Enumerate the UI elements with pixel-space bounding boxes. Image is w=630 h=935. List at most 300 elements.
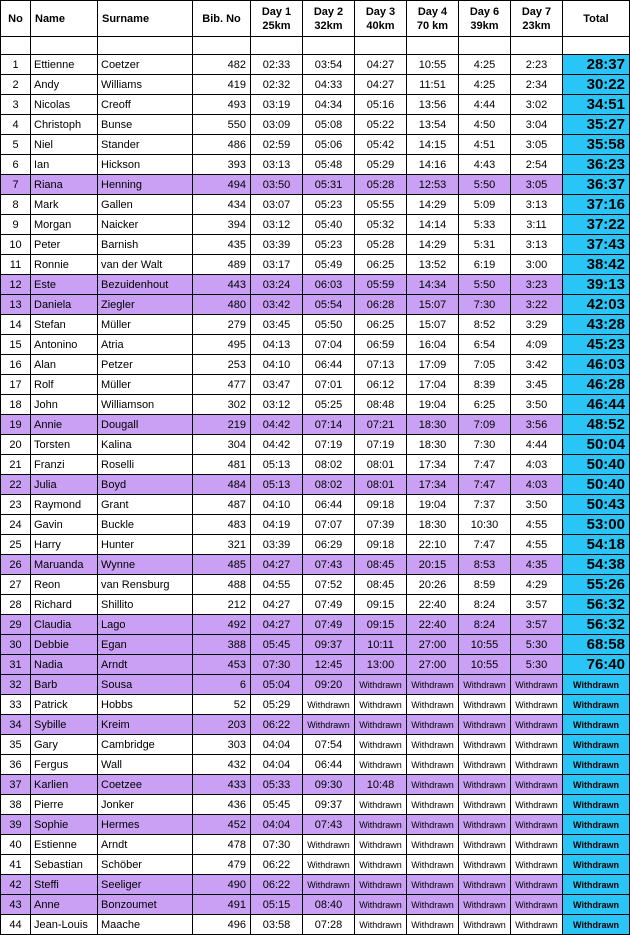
cell-surname: Maache (98, 915, 193, 935)
cell-day4: 17:04 (407, 375, 459, 395)
cell-day1: 03:12 (251, 395, 303, 415)
cell-day3: Withdrawn (355, 695, 407, 715)
cell-no: 3 (1, 95, 31, 115)
cell-no: 16 (1, 355, 31, 375)
cell-no: 44 (1, 915, 31, 935)
table-row (1, 875, 630, 895)
cell-day6: Withdrawn (459, 915, 511, 935)
col-header-total: Total (563, 1, 630, 37)
cell-day4: 19:04 (407, 495, 459, 515)
cell-day3: 13:00 (355, 655, 407, 675)
cell-bib: 486 (193, 135, 251, 155)
cell-day2: 07:01 (303, 375, 355, 395)
day-label: Day 3 (365, 5, 396, 18)
cell-no: 33 (1, 695, 31, 715)
cell-day3: 05:59 (355, 275, 407, 295)
cell-day2: 05:40 (303, 215, 355, 235)
cell-no: 29 (1, 615, 31, 635)
cell-bib: 483 (193, 515, 251, 535)
cell-total: 36:37 (563, 175, 630, 195)
cell-surname: Sousa (98, 675, 193, 695)
cell-day4: 27:00 (407, 655, 459, 675)
cell-name: Franzi (31, 455, 98, 475)
cell-bib: 394 (193, 215, 251, 235)
cell-no: 38 (1, 795, 31, 815)
cell-bib: 304 (193, 435, 251, 455)
cell-total: Withdrawn (563, 715, 630, 735)
cell-day4: Withdrawn (407, 775, 459, 795)
cell-bib: 480 (193, 295, 251, 315)
cell-bib: 487 (193, 495, 251, 515)
cell-day2: 05:06 (303, 135, 355, 155)
cell-name: Antonino (31, 335, 98, 355)
cell-day7: 3:50 (511, 395, 563, 415)
cell-day3: 10:11 (355, 635, 407, 655)
cell-day7: Withdrawn (511, 915, 563, 935)
cell-day2: Withdrawn (303, 875, 355, 895)
table-row (1, 615, 630, 635)
cell-day3: Withdrawn (355, 835, 407, 855)
cell-day2: 09:20 (303, 675, 355, 695)
table-row (1, 155, 630, 175)
cell-day2: 07:43 (303, 815, 355, 835)
cell-day6: Withdrawn (459, 695, 511, 715)
cell-day7: 4:29 (511, 575, 563, 595)
cell-day6: 7:09 (459, 415, 511, 435)
cell-bib: 435 (193, 235, 251, 255)
cell-day6: 4:51 (459, 135, 511, 155)
cell-day3: Withdrawn (355, 895, 407, 915)
cell-day6: Withdrawn (459, 795, 511, 815)
cell-day6: 8:24 (459, 615, 511, 635)
cell-day4: 14:15 (407, 135, 459, 155)
cell-day1: 05:29 (251, 695, 303, 715)
cell-day3: 10:48 (355, 775, 407, 795)
cell-day2: 07:52 (303, 575, 355, 595)
cell-day2: 05:23 (303, 235, 355, 255)
cell-day1: 03:12 (251, 215, 303, 235)
table-row (1, 175, 630, 195)
cell-name: Fergus (31, 755, 98, 775)
cell-total: Withdrawn (563, 755, 630, 775)
cell-total: Withdrawn (563, 915, 630, 935)
cell-day3: 06:25 (355, 315, 407, 335)
cell-day7: 3:02 (511, 95, 563, 115)
cell-no: 8 (1, 195, 31, 215)
cell-no: 26 (1, 555, 31, 575)
cell-day1: 03:24 (251, 275, 303, 295)
cell-day1: 02:32 (251, 75, 303, 95)
cell-day1: 03:19 (251, 95, 303, 115)
cell-day1: 06:22 (251, 875, 303, 895)
col-header-surname: Surname (98, 1, 193, 37)
cell-name: Sophie (31, 815, 98, 835)
cell-no: 5 (1, 135, 31, 155)
cell-day3: 07:39 (355, 515, 407, 535)
cell-day1: 03:09 (251, 115, 303, 135)
table-row (1, 515, 630, 535)
cell-total: Withdrawn (563, 895, 630, 915)
cell-day4: 20:26 (407, 575, 459, 595)
cell-day6: Withdrawn (459, 775, 511, 795)
table-row (1, 435, 630, 455)
cell-surname: Creoff (98, 95, 193, 115)
col-header-name: Name (31, 1, 98, 37)
cell-surname: van der Walt (98, 255, 193, 275)
cell-day7: 3:05 (511, 175, 563, 195)
cell-surname: Stander (98, 135, 193, 155)
cell-total: 39:13 (563, 275, 630, 295)
cell-day6: 10:55 (459, 635, 511, 655)
cell-name: Este (31, 275, 98, 295)
table-row (1, 295, 630, 315)
cell-day3: 07:13 (355, 355, 407, 375)
cell-total: Withdrawn (563, 815, 630, 835)
table-row (1, 235, 630, 255)
cell-surname: Bunse (98, 115, 193, 135)
cell-total: 56:32 (563, 595, 630, 615)
cell-day6: 4:25 (459, 75, 511, 95)
cell-day1: 05:13 (251, 455, 303, 475)
cell-no: 39 (1, 815, 31, 835)
cell-no: 23 (1, 495, 31, 515)
cell-day4: 12:53 (407, 175, 459, 195)
cell-name: Mark (31, 195, 98, 215)
cell-day2: 07:14 (303, 415, 355, 435)
cell-name: Riana (31, 175, 98, 195)
cell-no: 43 (1, 895, 31, 915)
cell-day2: Withdrawn (303, 715, 355, 735)
cell-day7: 3:13 (511, 195, 563, 215)
cell-surname: Roselli (98, 455, 193, 475)
cell-day2: 05:08 (303, 115, 355, 135)
cell-no: 35 (1, 735, 31, 755)
table-row (1, 675, 630, 695)
cell-day3: Withdrawn (355, 915, 407, 935)
cell-day1: 06:22 (251, 855, 303, 875)
cell-day6: 6:19 (459, 255, 511, 275)
cell-day2: 07:49 (303, 595, 355, 615)
cell-day1: 03:39 (251, 235, 303, 255)
cell-name: John (31, 395, 98, 415)
cell-day4: 13:52 (407, 255, 459, 275)
cell-day4: 14:29 (407, 195, 459, 215)
cell-no: 21 (1, 455, 31, 475)
cell-name: Christoph (31, 115, 98, 135)
cell-day4: 13:56 (407, 95, 459, 115)
cell-surname: Cambridge (98, 735, 193, 755)
cell-day4: 17:34 (407, 455, 459, 475)
cell-no: 12 (1, 275, 31, 295)
cell-bib: 494 (193, 175, 251, 195)
cell-day2: 05:25 (303, 395, 355, 415)
cell-day6: Withdrawn (459, 875, 511, 895)
table-row (1, 755, 630, 775)
cell-day3: Withdrawn (355, 855, 407, 875)
cell-no: 25 (1, 535, 31, 555)
cell-day3: 05:32 (355, 215, 407, 235)
cell-day6: 7:30 (459, 295, 511, 315)
cell-day3: 04:27 (355, 55, 407, 75)
cell-no: 30 (1, 635, 31, 655)
cell-day6: 4:50 (459, 115, 511, 135)
cell-total: 46:44 (563, 395, 630, 415)
cell-bib: 550 (193, 115, 251, 135)
cell-no: 40 (1, 835, 31, 855)
cell-day2: 09:30 (303, 775, 355, 795)
cell-bib: 477 (193, 375, 251, 395)
cell-surname: Boyd (98, 475, 193, 495)
table-row (1, 575, 630, 595)
cell-day6: 6:54 (459, 335, 511, 355)
cell-name: Richard (31, 595, 98, 615)
cell-name: Torsten (31, 435, 98, 455)
table-row (1, 735, 630, 755)
cell-day2: 08:02 (303, 455, 355, 475)
cell-surname: Ziegler (98, 295, 193, 315)
cell-day2: 06:44 (303, 755, 355, 775)
cell-day3: 05:16 (355, 95, 407, 115)
cell-day1: 04:04 (251, 755, 303, 775)
cell-name: Daniela (31, 295, 98, 315)
cell-surname: Hunter (98, 535, 193, 555)
cell-day1: 07:30 (251, 655, 303, 675)
cell-name: Gavin (31, 515, 98, 535)
cell-day3: 05:28 (355, 235, 407, 255)
cell-no: 14 (1, 315, 31, 335)
cell-bib: 484 (193, 475, 251, 495)
cell-day3: 08:48 (355, 395, 407, 415)
cell-surname: Bezuidenhout (98, 275, 193, 295)
cell-no: 6 (1, 155, 31, 175)
cell-day6: 4:25 (459, 55, 511, 75)
cell-day4: 18:30 (407, 415, 459, 435)
cell-total: 35:27 (563, 115, 630, 135)
table-row (1, 355, 630, 375)
cell-no: 2 (1, 75, 31, 95)
cell-bib: 489 (193, 255, 251, 275)
cell-day4: Withdrawn (407, 915, 459, 935)
table-row (1, 135, 630, 155)
cell-bib: 6 (193, 675, 251, 695)
cell-day7: 4:44 (511, 435, 563, 455)
cell-no: 20 (1, 435, 31, 455)
cell-day3: 05:55 (355, 195, 407, 215)
cell-day1: 05:45 (251, 795, 303, 815)
cell-day4: 22:10 (407, 535, 459, 555)
cell-total: Withdrawn (563, 855, 630, 875)
cell-day1: 05:15 (251, 895, 303, 915)
cell-day2: 06:03 (303, 275, 355, 295)
cell-day3: 08:01 (355, 455, 407, 475)
table-row (1, 395, 630, 415)
cell-name: Maruanda (31, 555, 98, 575)
cell-no: 37 (1, 775, 31, 795)
cell-no: 7 (1, 175, 31, 195)
cell-day7: Withdrawn (511, 715, 563, 735)
cell-day1: 03:45 (251, 315, 303, 335)
cell-day4: 14:16 (407, 155, 459, 175)
cell-total: 28:37 (563, 55, 630, 75)
cell-no: 32 (1, 675, 31, 695)
cell-bib: 496 (193, 915, 251, 935)
table-row (1, 215, 630, 235)
cell-day3: 06:12 (355, 375, 407, 395)
cell-day2: 07:19 (303, 435, 355, 455)
cell-total: 35:58 (563, 135, 630, 155)
cell-day1: 03:47 (251, 375, 303, 395)
cell-day4: 19:04 (407, 395, 459, 415)
cell-day1: 03:07 (251, 195, 303, 215)
table-row (1, 255, 630, 275)
cell-name: Julia (31, 475, 98, 495)
cell-no: 34 (1, 715, 31, 735)
cell-day7: 2:54 (511, 155, 563, 175)
cell-day4: 10:55 (407, 55, 459, 75)
cell-day4: Withdrawn (407, 795, 459, 815)
cell-day3: 08:45 (355, 555, 407, 575)
cell-day7: 5:30 (511, 655, 563, 675)
cell-day3: 09:18 (355, 495, 407, 515)
cell-day1: 04:10 (251, 495, 303, 515)
cell-total: 50:43 (563, 495, 630, 515)
cell-day1: 04:42 (251, 435, 303, 455)
cell-day6: 7:37 (459, 495, 511, 515)
cell-day4: Withdrawn (407, 715, 459, 735)
cell-day4: 14:14 (407, 215, 459, 235)
cell-day4: 15:07 (407, 295, 459, 315)
cell-surname: Bonzoumet (98, 895, 193, 915)
cell-day2: 07:43 (303, 555, 355, 575)
cell-day1: 04:19 (251, 515, 303, 535)
cell-day1: 06:22 (251, 715, 303, 735)
cell-day2: Withdrawn (303, 695, 355, 715)
cell-day3: 06:28 (355, 295, 407, 315)
cell-no: 28 (1, 595, 31, 615)
cell-day2: 04:33 (303, 75, 355, 95)
cell-surname: Barnish (98, 235, 193, 255)
cell-bib: 443 (193, 275, 251, 295)
cell-day3: 09:18 (355, 535, 407, 555)
cell-name: Debbie (31, 635, 98, 655)
cell-day2: 04:34 (303, 95, 355, 115)
cell-day2: 07:49 (303, 615, 355, 635)
col-header-day2 (303, 1, 355, 37)
cell-day2: 06:44 (303, 355, 355, 375)
cell-day6: 7:05 (459, 355, 511, 375)
table-row (1, 715, 630, 735)
table-row (1, 815, 630, 835)
cell-day6: 5:09 (459, 195, 511, 215)
cell-day2: 05:48 (303, 155, 355, 175)
cell-day4: Withdrawn (407, 895, 459, 915)
table-row (1, 275, 630, 295)
cell-day7: Withdrawn (511, 775, 563, 795)
cell-name: Anne (31, 895, 98, 915)
cell-name: Jean-Louis (31, 915, 98, 935)
cell-total: 48:52 (563, 415, 630, 435)
cell-day7: Withdrawn (511, 895, 563, 915)
cell-name: Stefan (31, 315, 98, 335)
cell-day3: 06:25 (355, 255, 407, 275)
table-row (1, 195, 630, 215)
cell-no: 11 (1, 255, 31, 275)
cell-total: 42:03 (563, 295, 630, 315)
cell-day7: Withdrawn (511, 815, 563, 835)
cell-day6: Withdrawn (459, 735, 511, 755)
cell-total: 54:38 (563, 555, 630, 575)
cell-day4: Withdrawn (407, 735, 459, 755)
cell-no: 42 (1, 875, 31, 895)
cell-day4: Withdrawn (407, 875, 459, 895)
cell-name: Rolf (31, 375, 98, 395)
cell-no: 24 (1, 515, 31, 535)
cell-day2: 05:54 (303, 295, 355, 315)
cell-bib: 393 (193, 155, 251, 175)
cell-day6: 5:31 (459, 235, 511, 255)
cell-no: 13 (1, 295, 31, 315)
cell-day4: 17:34 (407, 475, 459, 495)
cell-day7: 3:29 (511, 315, 563, 335)
cell-name: Steffi (31, 875, 98, 895)
cell-surname: Williams (98, 75, 193, 95)
cell-day1: 03:42 (251, 295, 303, 315)
cell-total: 30:22 (563, 75, 630, 95)
cell-name: Sybille (31, 715, 98, 735)
cell-day7: Withdrawn (511, 875, 563, 895)
cell-day3: 08:01 (355, 475, 407, 495)
cell-day4: 17:09 (407, 355, 459, 375)
cell-surname: Egan (98, 635, 193, 655)
cell-no: 36 (1, 755, 31, 775)
cell-day7: 4:35 (511, 555, 563, 575)
col-header-bib: Bib. No (193, 1, 251, 37)
cell-bib: 452 (193, 815, 251, 835)
cell-name: Annie (31, 415, 98, 435)
table-row (1, 895, 630, 915)
cell-day7: 3:05 (511, 135, 563, 155)
cell-day1: 05:04 (251, 675, 303, 695)
cell-bib: 419 (193, 75, 251, 95)
cell-bib: 482 (193, 55, 251, 75)
cell-day7: 3:23 (511, 275, 563, 295)
table-row (1, 555, 630, 575)
cell-name: Sebastian (31, 855, 98, 875)
cell-day2: Withdrawn (303, 835, 355, 855)
cell-day2: 05:50 (303, 315, 355, 335)
cell-day1: 02:59 (251, 135, 303, 155)
cell-total: Withdrawn (563, 795, 630, 815)
cell-surname: Atria (98, 335, 193, 355)
cell-day3: 05:29 (355, 155, 407, 175)
cell-name: Harry (31, 535, 98, 555)
cell-bib: 478 (193, 835, 251, 855)
cell-day6: Withdrawn (459, 835, 511, 855)
cell-name: Nicolas (31, 95, 98, 115)
cell-day7: 3:22 (511, 295, 563, 315)
cell-day1: 04:04 (251, 735, 303, 755)
cell-day2: 07:54 (303, 735, 355, 755)
cell-no: 27 (1, 575, 31, 595)
cell-day6: 5:50 (459, 275, 511, 295)
cell-name: Morgan (31, 215, 98, 235)
cell-no: 15 (1, 335, 31, 355)
cell-day4: 22:40 (407, 595, 459, 615)
cell-bib: 321 (193, 535, 251, 555)
cell-name: Gary (31, 735, 98, 755)
cell-total: Withdrawn (563, 735, 630, 755)
cell-surname: Hermes (98, 815, 193, 835)
